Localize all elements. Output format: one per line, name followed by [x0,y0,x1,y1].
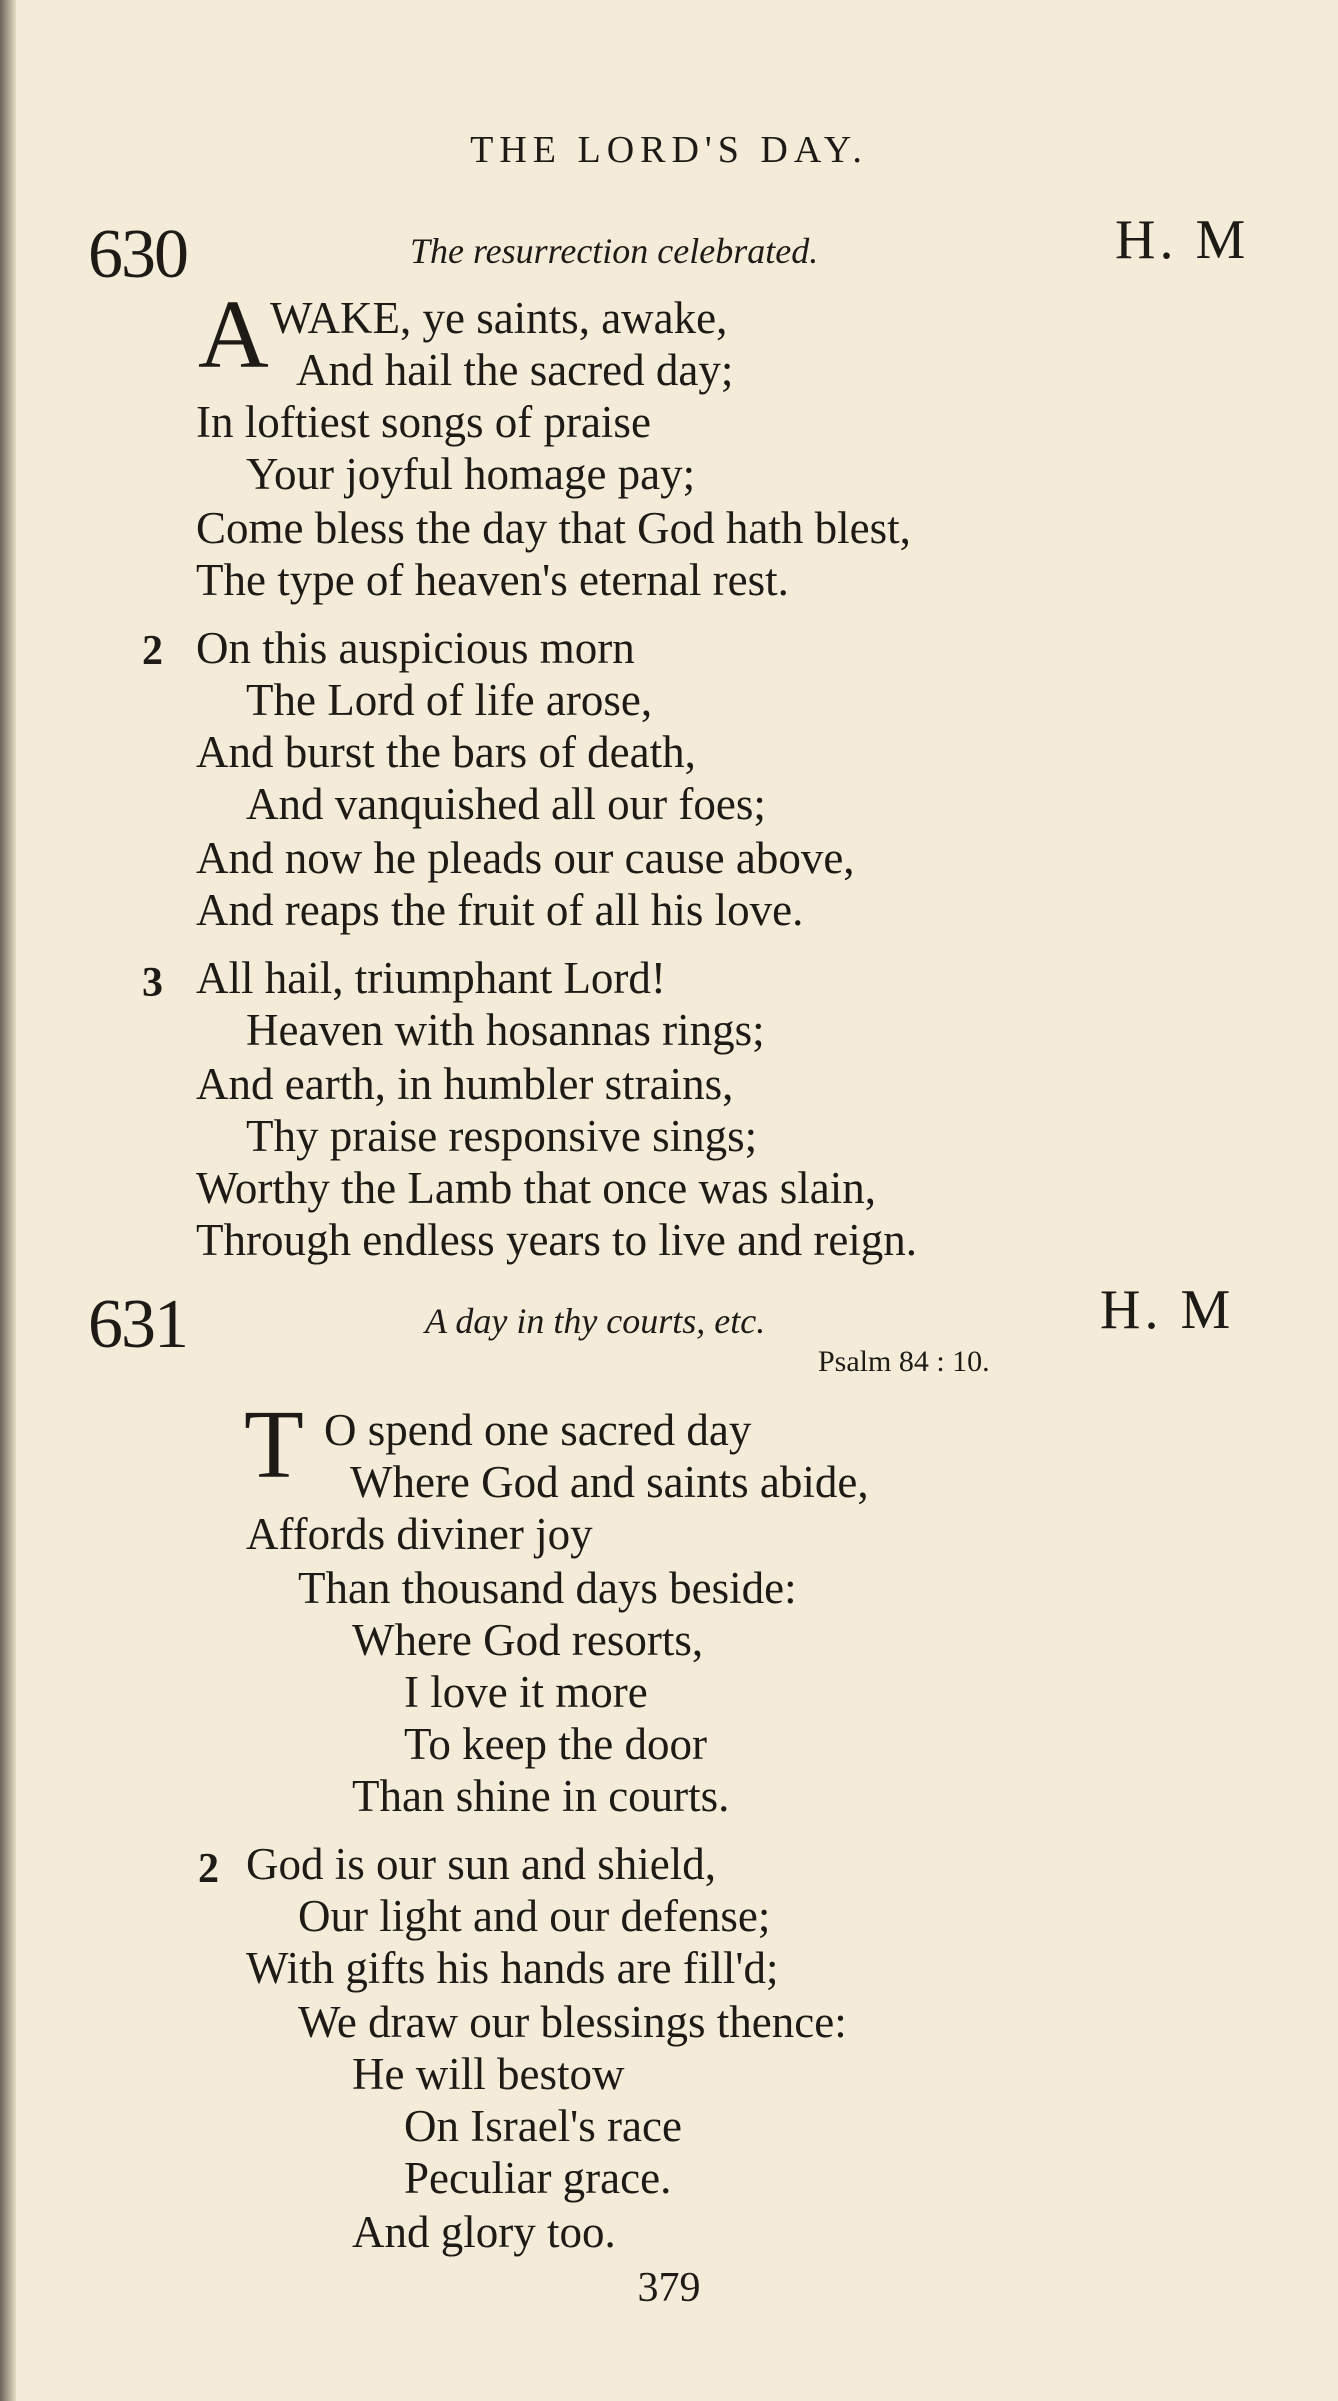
hymn-meter: H. M [1115,209,1250,271]
page-binding-edge [0,0,16,2401]
verse-line: Peculiar grace. [404,2153,672,2203]
verse-line: And earth, in humbler strains, [196,1059,734,1109]
verse-line: Come bless the day that God hath blest, [196,503,911,553]
hymn-title: The resurrection celebrated. [410,231,819,271]
running-head: THE LORD'S DAY. [470,129,868,171]
verse-line: And hail the sacred day; [296,345,734,395]
hymn-title: A day in thy courts, etc. [425,1301,766,1341]
verse-line: O spend one sacred day [324,1405,752,1455]
verse-line: I love it more [404,1667,648,1717]
verse-line: Our light and our defense; [298,1891,771,1941]
verse-line: The type of heaven's eternal rest. [196,555,789,605]
hymn-number: 631 [88,1286,187,1363]
verse-line: On this auspicious morn [196,623,635,673]
verse-line: Worthy the Lamb that once was slain, [196,1163,876,1213]
verse-line: Through endless years to live and reign. [196,1215,918,1265]
drop-cap: T [244,1391,304,1499]
verse-line: To keep the door [404,1719,708,1769]
verse-line: On Israel's race [404,2101,682,2151]
verse-line: Where God and saints abide, [350,1457,869,1507]
verse-line: And now he pleads our cause above, [196,833,855,883]
verse-line: And burst the bars of death, [196,727,696,777]
verse-line: And vanquished all our foes; [246,779,766,829]
page-number: 379 [637,2265,701,2311]
stanza-number: 2 [142,628,163,674]
verse-line: God is our sun and shield, [246,1839,716,1889]
verse-line: And reaps the fruit of all his love. [196,885,804,935]
verse-line: Your joyful homage pay; [246,449,696,499]
verse-line: WAKE, ye saints, awake, [270,293,728,343]
verse-line: And glory too. [352,2207,616,2257]
verse-line: Heaven with hosannas rings; [246,1005,765,1055]
verse-line: Thy praise responsive sings; [246,1111,758,1161]
verse-line: Where God resorts, [352,1615,704,1665]
verse-line: The Lord of life arose, [246,675,653,725]
verse-line: All hail, triumphant Lord! [196,953,666,1003]
verse-line: In loftiest songs of praise [196,397,651,447]
verse-line: Than shine in courts. [352,1771,730,1821]
verse-line: We draw our blessings thence: [298,1997,847,2047]
verse-line: With gifts his hands are fill'd; [246,1943,779,1993]
hymn-meter: H. M [1100,1279,1235,1341]
stanza-number: 2 [198,1846,219,1892]
verse-line: Affords diviner joy [246,1509,593,1559]
verse-line: Than thousand days beside: [298,1563,797,1613]
stanza-number: 3 [142,960,163,1006]
verse-line: He will bestow [352,2049,625,2099]
drop-cap: A [198,281,269,389]
hymn-number: 630 [88,216,187,293]
scripture-reference: Psalm 84 : 10. [818,1345,990,1378]
